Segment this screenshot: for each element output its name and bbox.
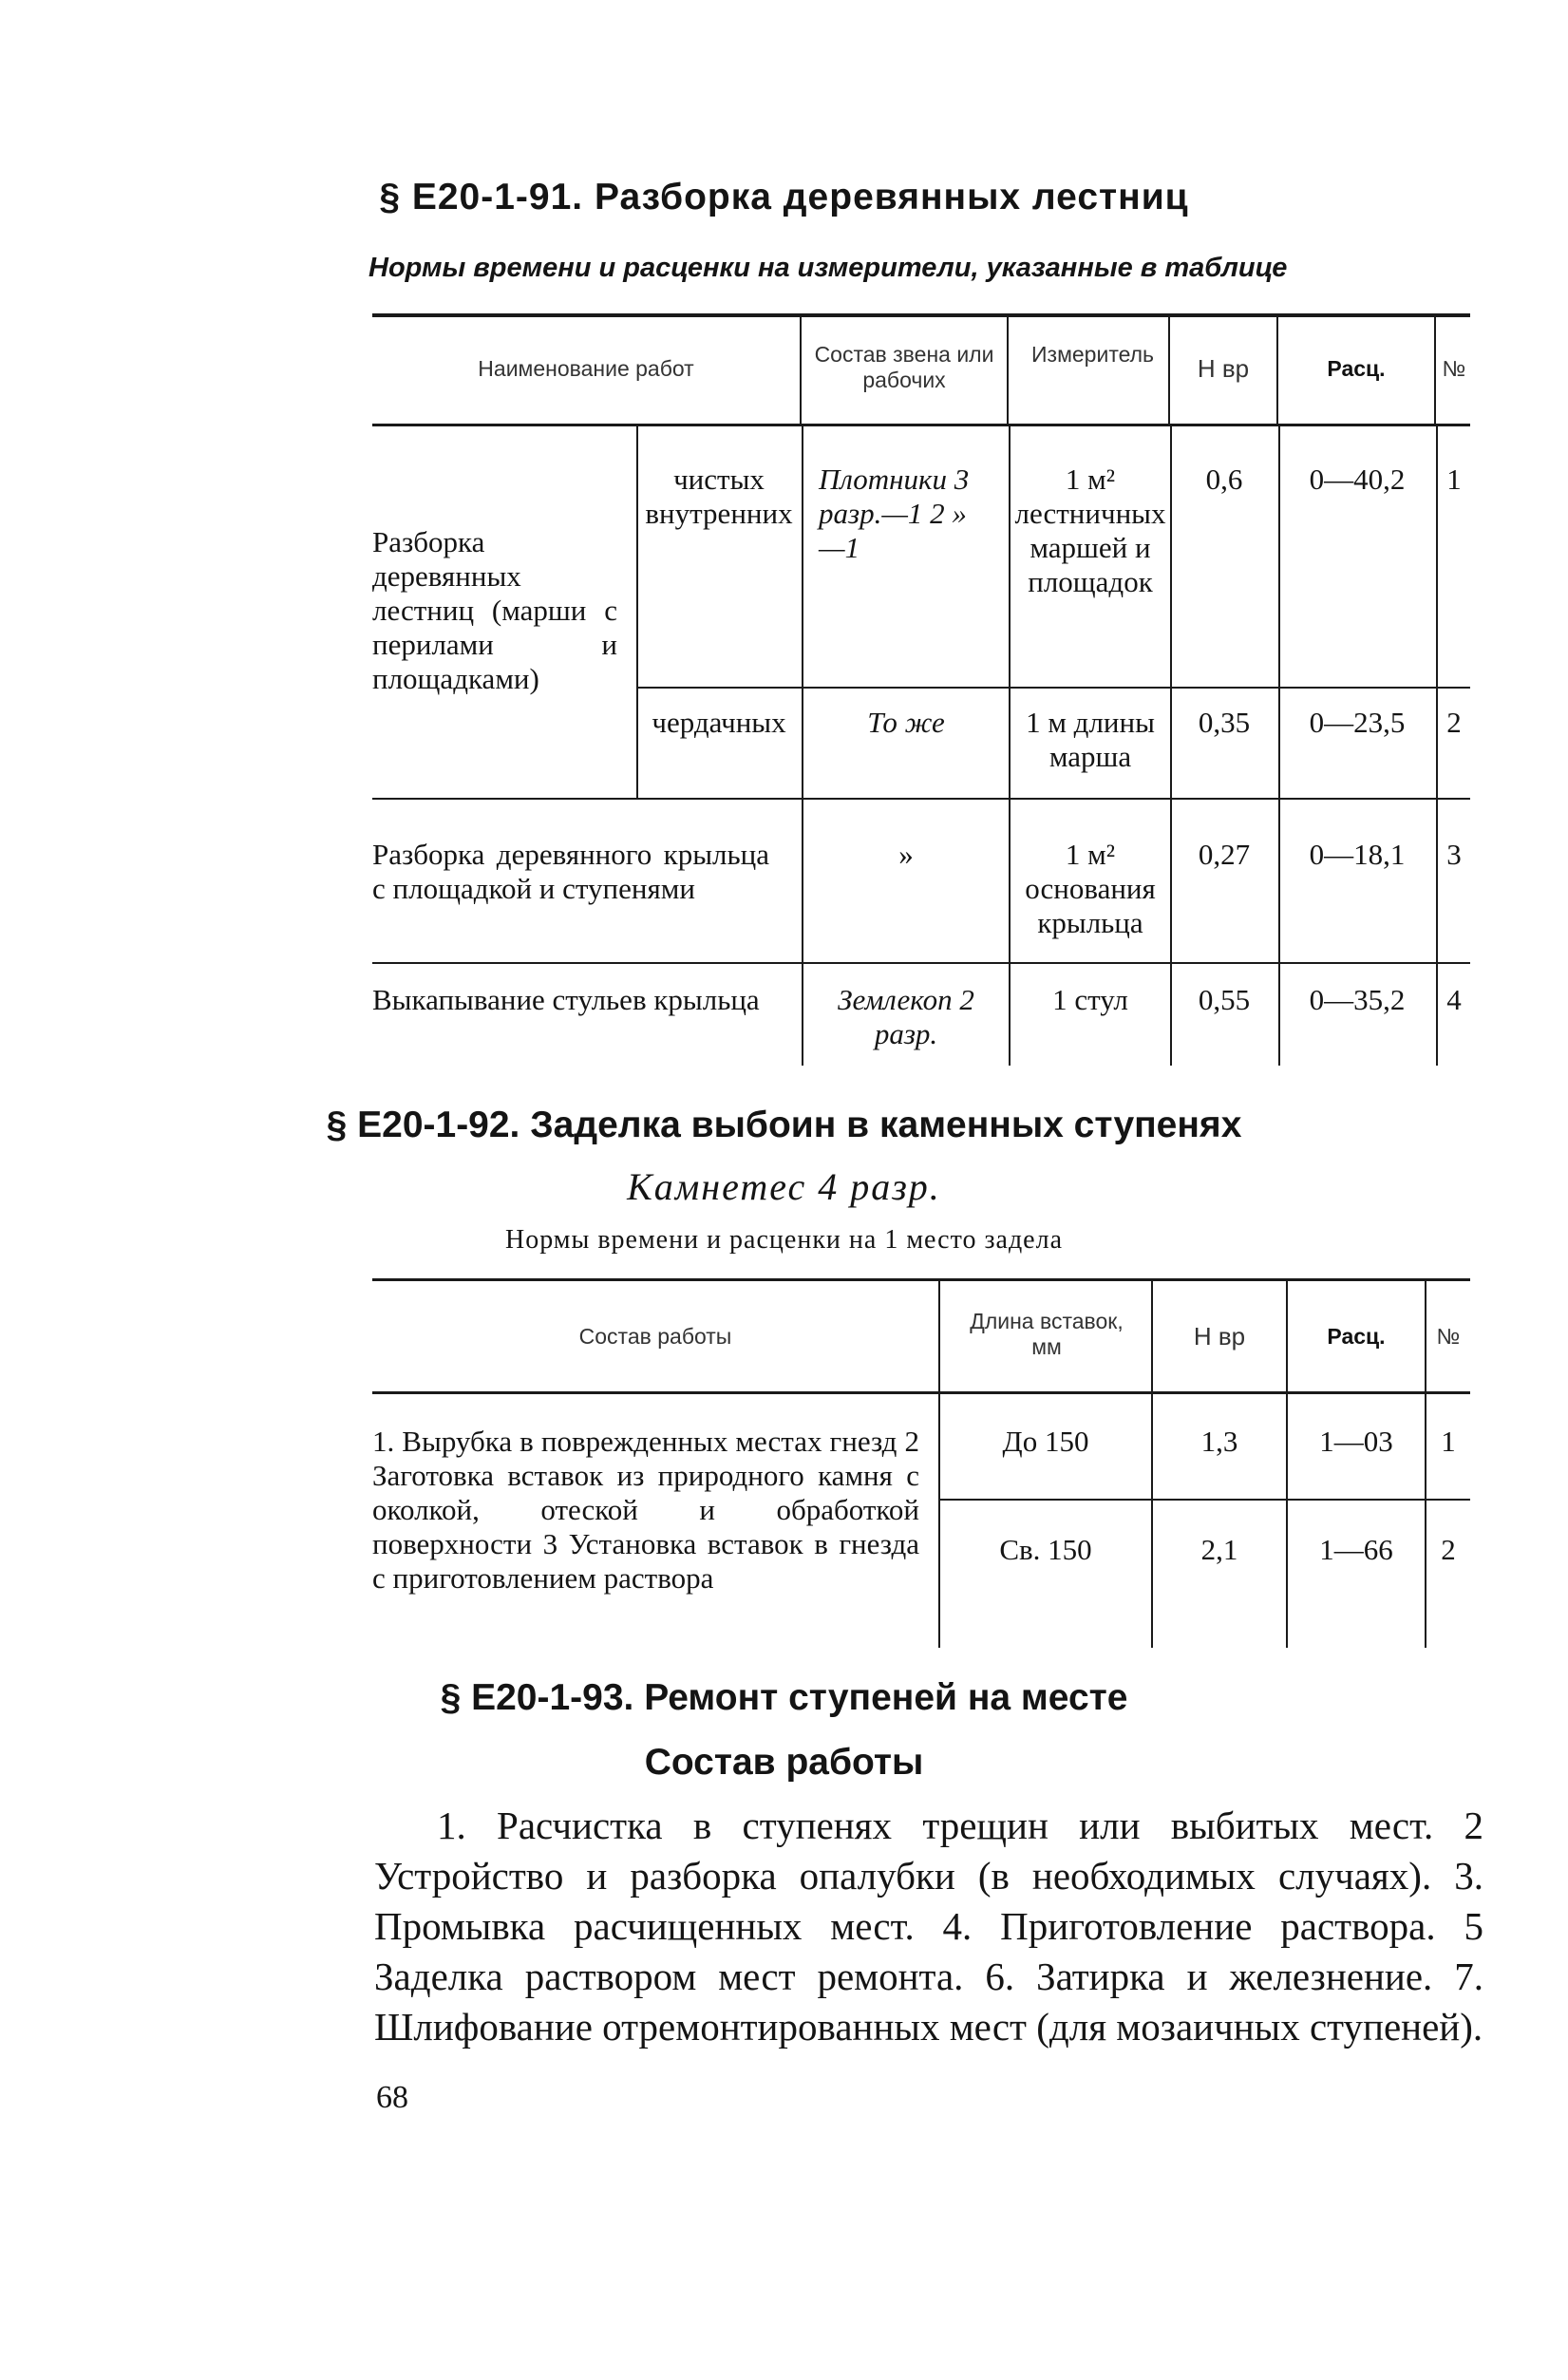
table2-header-rate: Расц. — [1327, 1324, 1386, 1349]
table1-vline — [1436, 426, 1438, 1066]
table1-header-nvr: Н вр — [1197, 354, 1250, 383]
table1-group-label: Разборка деревянных лестниц (марши с перилами и площадками) — [372, 525, 617, 695]
table1-row2-num: 2 — [1446, 706, 1462, 739]
table2-row1-nvr: 1,3 — [1200, 1425, 1238, 1458]
table1-vline — [800, 317, 802, 424]
section-title-e20-1-92: § E20-1-92. Заделка выбоин в каменных ступенях — [326, 1105, 1242, 1145]
table1-row4-rate: 0—35,2 — [1309, 983, 1406, 1016]
section-subtitle: Нормы времени и расценки на 1 место задела — [504, 1225, 1064, 1255]
table1-row3-name: Разборка деревянного крыльца с площадкой и ступенями — [372, 838, 769, 905]
table1-header-rate: Расц. — [1327, 356, 1386, 381]
table2-row2-rate: 1—66 — [1319, 1533, 1393, 1566]
table1-row2-crew: То же — [867, 706, 945, 739]
table2-header-work: Состав работы — [578, 1324, 732, 1349]
section-title-e20-1-93: § E20-1-93. Ремонт ступеней на месте — [440, 1677, 1128, 1718]
table1-row-rule-2 — [372, 962, 1470, 964]
table1-row1-rate: 0—40,2 — [1309, 463, 1406, 496]
table1-header-unit: Измеритель — [1031, 342, 1155, 367]
worker-grade: Камнетес 4 разр. — [627, 1165, 941, 1208]
table2-header-nvr: Н вр — [1193, 1322, 1246, 1351]
table1-row4-unit: 1 стул — [1052, 983, 1128, 1016]
composition-text: 1. Расчистка в ступенях трещин или выбитых мест. 2 Устройство и разборка опалубки (в необходимых случаях). 3. Промывка расчищенных мест. 4. Приготовление раствора. 5 Заделка раствором мест ремонта. 6. Затирка и железнение. 7. Шлифование отремонтированных мест (для мозаичных ступеней). — [374, 1804, 1483, 2049]
table1-row1-nvr: 0,6 — [1205, 463, 1243, 496]
table1-row2-rate: 0—23,5 — [1309, 706, 1406, 739]
composition-title: Состав работы — [644, 1742, 924, 1783]
table2-row1-rate: 1—03 — [1319, 1425, 1393, 1458]
table1-row2-nvr: 0,35 — [1198, 706, 1251, 739]
table2-top-rule — [372, 1278, 1470, 1281]
table1-row3-crew: » — [898, 838, 914, 871]
table1-vline — [802, 426, 803, 1066]
table1-row3-unit: 1 м² основания крыльца — [1025, 838, 1156, 939]
table2-row2-nvr: 2,1 — [1200, 1533, 1238, 1566]
table1-row4-crew: Землекоп 2 разр. — [838, 983, 974, 1050]
table1-vline — [1278, 426, 1280, 1066]
table1-row1-sub: чистых внутренних — [645, 463, 793, 530]
table2-vline — [938, 1281, 940, 1648]
table1-row3-num: 3 — [1446, 838, 1462, 871]
table1-vline — [1007, 317, 1009, 424]
page-number: 68 — [376, 2080, 408, 2115]
table1-row3-rate: 0—18,1 — [1309, 838, 1406, 871]
table2-work-text: 1. Вырубка в поврежденных местах гнезд 2 Заготовка вставок из природного камня с околкой, отеской и обработкой поверхности 3 Установка вставок в гнезда с приготовлением раствора — [372, 1425, 919, 1595]
table1-row-rule-1 — [372, 798, 1470, 800]
table1-row2-unit: 1 м длины марша — [1026, 706, 1155, 773]
table1-row1-unit: 1 м² лестничных маршей и площадок — [1014, 463, 1166, 598]
table1-row4-name: Выкапывание стульев крыльца — [372, 983, 760, 1016]
section-title-e20-1-91: § E20-1-91. Разборка деревянных лестниц — [379, 177, 1189, 217]
table2-header-length: Длина вставок, мм — [970, 1309, 1124, 1359]
table1-header-crew: Состав звена или рабочих — [814, 342, 994, 392]
table2-row-rule — [940, 1499, 1470, 1501]
table1-top-rule — [372, 313, 1470, 317]
table2-header-rule — [372, 1391, 1470, 1394]
section-subtitle: Нормы времени и расценки на измерители, указанные в таблице — [368, 253, 1288, 283]
table1-vline — [1434, 317, 1436, 424]
table1-header-num: № — [1442, 356, 1466, 381]
table2-row2-length: Св. 150 — [999, 1533, 1092, 1566]
table1-row4-nvr: 0,55 — [1198, 983, 1251, 1016]
table1-vline — [1276, 317, 1278, 424]
table2-row1-num: 1 — [1441, 1425, 1456, 1458]
table2-header-num: № — [1436, 1324, 1461, 1349]
table1-row2-sub: чердачных — [652, 706, 786, 739]
table1-vline — [1170, 426, 1172, 1066]
table1-vline — [1009, 426, 1011, 1066]
table1-header-rule — [372, 424, 1470, 426]
table1-row1-num: 1 — [1446, 463, 1462, 496]
table1-row4-num: 4 — [1446, 983, 1462, 1016]
table2-row1-length: До 150 — [1002, 1425, 1089, 1458]
table1-row3-nvr: 0,27 — [1198, 838, 1251, 871]
table1-row1-crew: Плотники 3 разр.—1 2 » —1 — [819, 463, 970, 564]
table1-vline — [1168, 317, 1170, 424]
table1-header-name: Наименование работ — [478, 356, 694, 381]
table1-subrow-rule — [638, 687, 1470, 689]
table2-row2-num: 2 — [1441, 1533, 1456, 1566]
